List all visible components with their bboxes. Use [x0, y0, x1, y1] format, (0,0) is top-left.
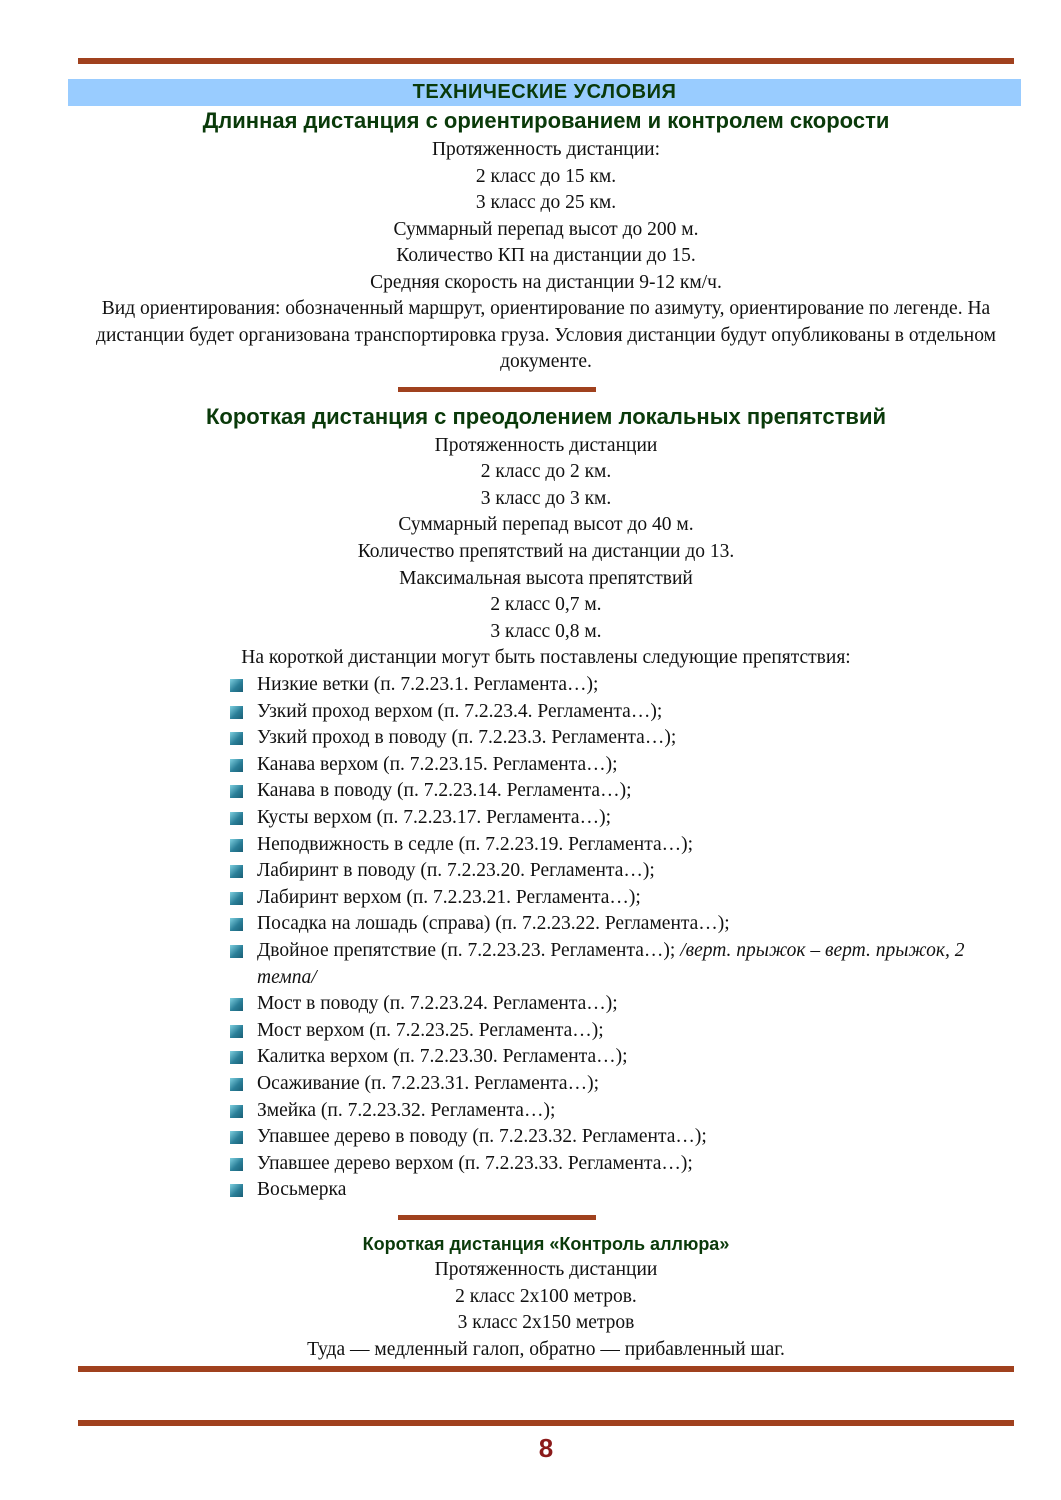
square-bullet-icon [230, 865, 243, 878]
square-bullet-icon [230, 1158, 243, 1171]
square-bullet-icon [230, 918, 243, 931]
short-line: 3 класс 0,8 м. [490, 621, 602, 642]
short-line: Максимальная высота препятствий [399, 568, 693, 589]
list-item: Канава в поводу (п. 7.2.23.14. Регламента…); [230, 778, 1000, 805]
square-bullet-icon [230, 785, 243, 798]
long-line: 3 класс до 25 км. [475, 192, 617, 213]
list-item: Двойное препятствие (п. 7.2.23.23. Регламента…); /верт. прыжок – верт. прыжок, 2 темпа/ [230, 938, 1000, 991]
list-item: Упавшее дерево в поводу (п. 7.2.23.32. Регламента…); [230, 1124, 1000, 1151]
long-line: 2 класс до 15 км. [475, 166, 617, 187]
list-item: Посадка на лошадь (справа) (п. 7.2.23.22. Регламента…); [230, 911, 1000, 938]
square-bullet-icon [230, 945, 243, 958]
page-number: 8 [538, 1433, 554, 1463]
short-line: Количество препятствий на дистанции до 13. [357, 541, 735, 562]
list-item: Кусты верхом (п. 7.2.23.17. Регламента…); [230, 805, 1000, 832]
long-line: Суммарный перепад высот до 200 м. [393, 219, 699, 240]
square-bullet-icon [230, 998, 243, 1011]
list-item: Мост верхом (п. 7.2.23.25. Регламента…); [230, 1018, 1000, 1045]
square-bullet-icon [230, 1025, 243, 1038]
square-bullet-icon [230, 892, 243, 905]
list-item: Восьмерка [230, 1177, 1000, 1204]
short-line: Протяженность дистанции [434, 435, 658, 456]
section-banner: ТЕХНИЧЕСКИЕ УСЛОВИЯ [68, 79, 1021, 106]
divider-2 [398, 1215, 596, 1220]
short-line: 2 класс 0,7 м. [490, 594, 602, 615]
footer-rule [78, 1420, 1014, 1426]
long-line: Количество КП на дистанции до 15. [396, 245, 696, 266]
short-line: На короткой дистанции могут быть поставлены следующие препятствия: [241, 647, 851, 668]
list-item: Калитка верхом (п. 7.2.23.30. Регламента…); [230, 1044, 1000, 1071]
long-line: Протяженность дистанции: [431, 139, 661, 160]
divider-1 [398, 387, 596, 392]
square-bullet-icon [230, 679, 243, 692]
gait-line: Туда — медленный галоп, обратно — прибавленный шаг. [307, 1339, 785, 1360]
list-item: Неподвижность в седле (п. 7.2.23.19. Регламента…); [230, 832, 1000, 859]
square-bullet-icon [230, 1051, 243, 1064]
square-bullet-icon [230, 1184, 243, 1197]
gait-line: 2 класс 2х100 метров. [455, 1286, 637, 1307]
long-distance-title: Длинная дистанция с ориентированием и контролем скорости [202, 108, 890, 133]
gait-line: Протяженность дистанции [434, 1259, 658, 1280]
list-item: Низкие ветки (п. 7.2.23.1. Регламента…); [230, 672, 1000, 699]
short-distance-title: Короткая дистанция с преодолением локальных препятствий [205, 404, 886, 429]
square-bullet-icon [230, 1078, 243, 1091]
top-rule [78, 58, 1014, 64]
list-item: Лабиринт в поводу (п. 7.2.23.20. Регламента…); [230, 858, 1000, 885]
double-obstacle-note: /верт. прыжок – верт. прыжок, 2 темпа/ [257, 939, 965, 988]
short-line: 3 класс до 3 км. [480, 488, 612, 509]
long-line: Средняя скорость на дистанции 9-12 км/ч. [370, 272, 722, 293]
list-item: Узкий проход в поводу (п. 7.2.23.3. Регламента…); [230, 725, 1000, 752]
gait-control-title: Короткая дистанция «Контроль аллюра» [362, 1234, 730, 1254]
square-bullet-icon [230, 732, 243, 745]
list-item: Мост в поводу (п. 7.2.23.24. Регламента…); [230, 991, 1000, 1018]
list-item: Лабиринт верхом (п. 7.2.23.21. Регламента…); [230, 885, 1000, 912]
square-bullet-icon [230, 839, 243, 852]
square-bullet-icon [230, 812, 243, 825]
short-line: 2 класс до 2 км. [480, 461, 612, 482]
bottom-content-rule [78, 1366, 1014, 1372]
square-bullet-icon [230, 759, 243, 772]
gait-line: 3 класс 2х150 метров [457, 1312, 635, 1333]
list-item: Осаживание (п. 7.2.23.31. Регламента…); [230, 1071, 1000, 1098]
square-bullet-icon [230, 706, 243, 719]
square-bullet-icon [230, 1131, 243, 1144]
list-item: Змейка (п. 7.2.23.32. Регламента…); [230, 1098, 1000, 1125]
square-bullet-icon [230, 1105, 243, 1118]
obstacle-list [230, 672, 1000, 1204]
long-orientation-paragraph: Вид ориентирования: обозначенный маршрут, ориентирование по азимуту, ориентирование по легенде. На дистанции будет организована транспортировка груза. Условия дистанции будут опубликованы в отдельном документе. [96, 298, 996, 373]
list-item: Канава верхом (п. 7.2.23.15. Регламента…); [230, 752, 1000, 779]
short-line: Суммарный перепад высот до 40 м. [398, 514, 694, 535]
list-item: Узкий проход верхом (п. 7.2.23.4. Регламента…); [230, 699, 1000, 726]
list-item: Упавшее дерево верхом (п. 7.2.23.33. Регламента…); [230, 1151, 1000, 1178]
